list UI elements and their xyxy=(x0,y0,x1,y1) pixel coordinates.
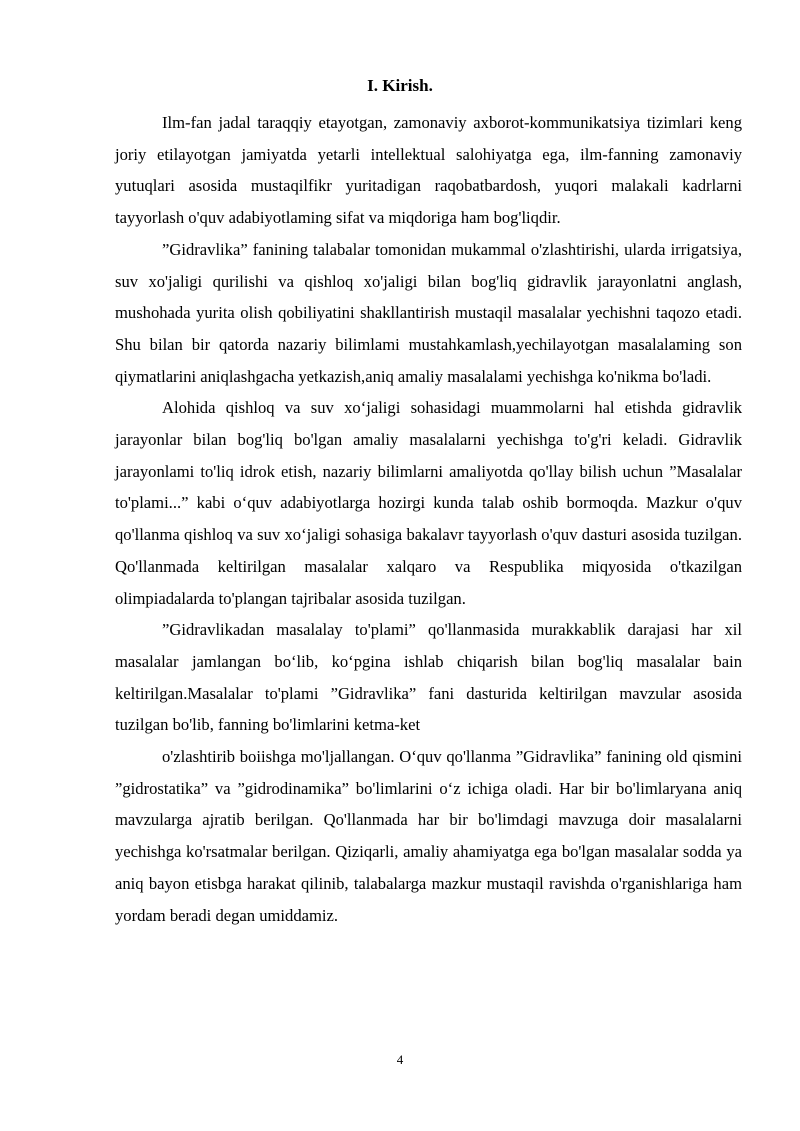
section-title: I. Kirish. xyxy=(367,76,433,95)
page-number: 4 xyxy=(396,1052,404,1067)
body-text xyxy=(115,107,742,931)
paragraph-4: ”Gidravlikadan masalalay to'plami” qo'llanmasida murakkablik darajasi har xil masalalar jamlangan bo‘lib, ko‘pgina ishlab chiqarish bilan bog'liq masalalar bain keltirilgan.Masalalar to'plami ”Gidravlika” fani dasturida keltirilgan mavzular asosida tuzilgan bo'lib, fanning bo'limlarini ketma-ket xyxy=(115,620,742,735)
paragraph-1: Ilm-fan jadal taraqqiy etayotgan, zamonaviy axborot-kommunikatsiya tizimlari keng joriy etilayotgan jamiyatda yetarli intellektual salohiyatga ega, ilm-fanning zamonaviy yutuqlari asosida mustaqilfikr yuritadigan raqobatbardosh, yuqori malakali kadrlarni tayyorlash o'quv adabiyotlaming sifat va miqdoriga ham bog'liqdir. xyxy=(115,113,742,228)
paragraph-3: Alohida qishloq va suv xo‘jaligi sohasidagi muammolarni hal etishda gidravlik jarayonlar bilan bog'liq bo'lgan amaliy masalalarni yechishga to'g'ri keladi. Gidravlik jarayonlami to'liq idrok etish, nazariy bilimlarni amaliyotda qo'llay bilish uchun ”Masalalar to'plami...” kabi o‘quv adabiyotlarga hozirgi kunda talab oshib bormoqda. Mazkur o'quv qo'llanma qishloq va suv xo‘jaligi sohasiga bakalavr tayyorlash o'quv dasturi asosida tuzilgan. Qo'llanmada keltirilgan masalalar xalqaro va Respublika miqyosida o'tkazilgan olimpiadalarda to'plangan tajribalar asosida tuzilgan. xyxy=(115,398,742,608)
paragraph-5: o'zlashtirib boiishga mo'ljallangan. O‘quv qo'llanma ”Gidravlika” fanining old qismini ”gidrostatika” va ”gidrodinamika” bo'limlarini o‘z ichiga oladi. Har bir bo'limlaryana aniq mavzularga ajratib berilgan. Qo'llanmada har bir bo'limdagi mavzuga doir masalalarni yechishga ko'rsatmalar berilgan. Qiziqarli, amaliy ahamiyatga ega bo'lgan masalalar sodda ya aniq bayon etisbga harakat qilinib, talabalarga mazkur mustaqil ravishda o'rganishlariga ham yordam beradi degan umiddamiz. xyxy=(115,747,742,925)
paragraph-2: ”Gidravlika” fanining talabalar tomonidan mukammal o'zlashtirishi, ularda irrigatsiya, suv xo'jaligi qurilishi va qishloq xo'jaligi bilan bog'liq gidravlik jarayonlatni anglash, mushohada yurita olish qobiliyatini shakllantirish mustaqil masalalar yechishni taqozo etadi. Shu bilan bir qatorda nazariy bilimlami mustahkamlash,yechilayotgan masalalaming son qiymatlarini aniqlashgacha yetkazish,aniq amaliy masalalami yechishga ko'nikma bo'ladi. xyxy=(115,239,742,386)
